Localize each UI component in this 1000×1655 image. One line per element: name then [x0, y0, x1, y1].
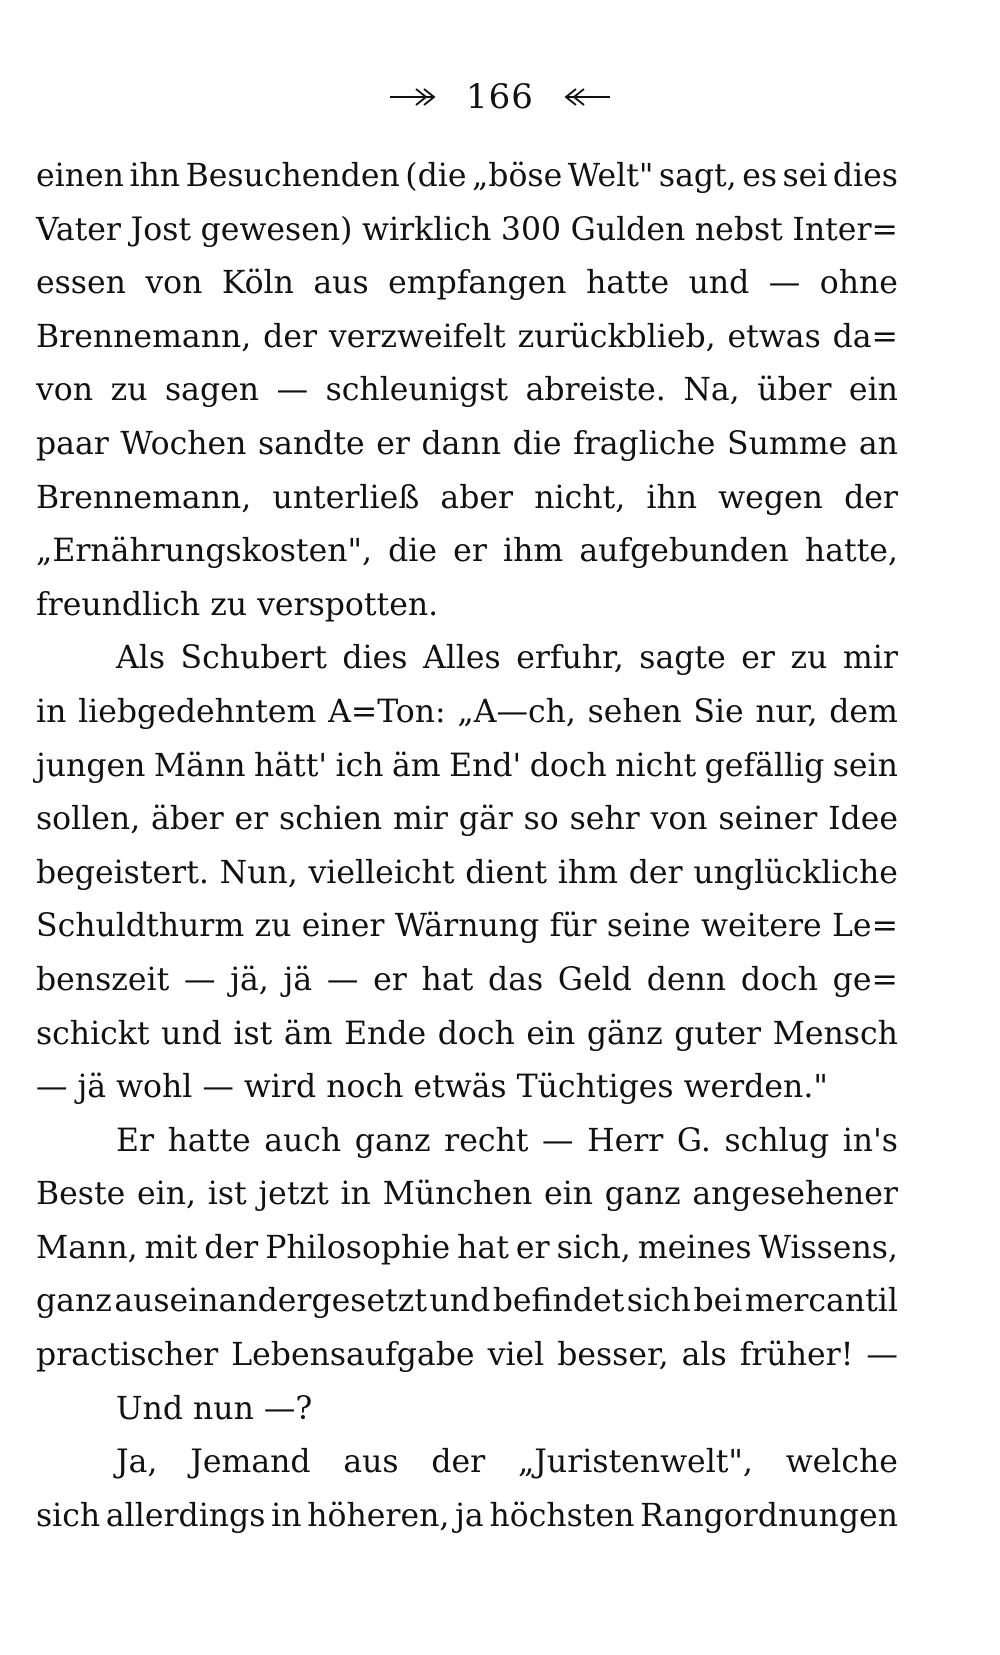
- word: ihn: [129, 158, 181, 194]
- word: Nun,: [219, 854, 298, 891]
- word: einen: [36, 158, 124, 194]
- word: etwäs: [413, 1069, 507, 1106]
- word: seine: [606, 908, 691, 945]
- word: Rangordnungen: [640, 1497, 898, 1534]
- word: Brennemann,: [36, 318, 252, 355]
- word: ein: [848, 372, 898, 409]
- word: Und: [116, 1390, 183, 1427]
- word: etwas: [727, 318, 821, 355]
- text-line: [36, 418, 898, 472]
- word: begeistert.: [36, 854, 209, 891]
- word: verzweifelt: [328, 318, 506, 355]
- word: abreiste.: [525, 372, 666, 409]
- body-text: [36, 150, 898, 1543]
- word: —: [276, 372, 309, 409]
- word: doch: [437, 1015, 515, 1052]
- word: da=: [832, 318, 898, 355]
- word: ganz: [36, 1283, 112, 1320]
- word: practischer: [36, 1337, 219, 1374]
- word: Schubert: [180, 640, 327, 677]
- word: Sie: [693, 693, 744, 730]
- word: „Juristenwelt",: [517, 1444, 753, 1481]
- word: sagen: [165, 372, 260, 409]
- left-ornament-icon: [386, 86, 442, 108]
- word: noch: [326, 1069, 404, 1106]
- word: Philosophie: [265, 1229, 451, 1266]
- word: doch: [529, 747, 607, 784]
- word: dem: [829, 693, 898, 730]
- word: nicht,: [534, 479, 626, 516]
- text-line: [36, 1275, 898, 1329]
- word: Lebensaufgabe: [231, 1337, 475, 1374]
- word: in: [271, 1497, 302, 1534]
- text-line: [36, 740, 898, 794]
- word: hat: [421, 961, 474, 998]
- word: sich: [36, 1497, 101, 1534]
- right-ornament-icon: [558, 86, 614, 108]
- word: Herr: [587, 1122, 664, 1159]
- word: viel: [487, 1337, 545, 1374]
- word: zu: [210, 586, 248, 623]
- text-line: [36, 1061, 898, 1115]
- word: ihm: [503, 533, 564, 570]
- word: der: [431, 1444, 486, 1481]
- word: unterließ: [272, 479, 420, 516]
- word: jä: [77, 1069, 107, 1106]
- word: er: [453, 533, 487, 570]
- word: mir: [392, 801, 448, 838]
- word: wird: [243, 1069, 317, 1106]
- word: an: [858, 425, 898, 462]
- word: unglückliche: [693, 854, 898, 891]
- word: „böse: [471, 158, 563, 194]
- word: „A—ch,: [457, 693, 576, 730]
- word: äber: [151, 801, 224, 838]
- word: ohne: [819, 265, 898, 302]
- word: Vater: [36, 211, 121, 248]
- word: 300: [500, 211, 562, 248]
- word: mir: [842, 640, 898, 677]
- text-line: [36, 1008, 898, 1062]
- word: ist: [233, 1015, 273, 1052]
- word: über: [757, 372, 832, 409]
- text-line: [36, 257, 898, 311]
- word: werden.": [683, 1069, 828, 1106]
- page-number: 166: [466, 77, 534, 117]
- word: bei: [693, 1283, 743, 1320]
- word: ein,: [137, 1176, 197, 1213]
- word: ein: [526, 1015, 576, 1052]
- word: das: [488, 961, 544, 998]
- word: jä,: [230, 961, 269, 998]
- word: Geld: [557, 961, 632, 998]
- word: gär: [458, 801, 513, 838]
- word: dient: [465, 854, 548, 891]
- word: wirklich: [362, 211, 492, 248]
- word: —: [36, 1069, 68, 1106]
- word: Besuchenden: [185, 158, 400, 194]
- word: welche: [785, 1444, 898, 1481]
- word: so: [523, 801, 559, 838]
- word: von: [145, 265, 203, 302]
- word: ganz: [354, 1122, 431, 1159]
- text-line: [36, 150, 898, 204]
- word: er: [515, 1229, 550, 1266]
- word: von: [36, 372, 94, 409]
- word: er: [376, 425, 410, 462]
- text-line: [36, 1490, 898, 1544]
- word: seiner: [718, 801, 818, 838]
- word: Jost: [130, 211, 192, 248]
- word: als: [681, 1337, 727, 1374]
- word: er: [373, 961, 407, 998]
- word: schickt: [36, 1015, 150, 1052]
- word: früher!: [739, 1337, 854, 1374]
- word: ja: [455, 1497, 484, 1534]
- word: Gulden: [570, 211, 686, 248]
- word: dies: [832, 158, 898, 194]
- word: von: [650, 801, 708, 838]
- text-line: [36, 686, 898, 740]
- word: Mann,: [36, 1229, 138, 1266]
- word: ein: [544, 1176, 594, 1213]
- text-line: [36, 1115, 898, 1169]
- text-line: [36, 579, 898, 633]
- word: Wissens,: [758, 1229, 898, 1266]
- word: hat: [457, 1229, 509, 1266]
- word: besser,: [557, 1337, 669, 1374]
- word: in's: [842, 1122, 898, 1159]
- word: ge=: [832, 961, 898, 998]
- text-line: [36, 525, 898, 579]
- text-line: [36, 1329, 898, 1383]
- word: freundlich: [36, 586, 201, 623]
- word: die: [388, 533, 438, 570]
- word: „Ernährungskosten",: [36, 533, 372, 570]
- word: äm: [283, 1015, 333, 1052]
- word: und: [429, 1283, 491, 1320]
- word: aus: [343, 1444, 399, 1481]
- word: Summe: [727, 425, 848, 462]
- word: allerdings: [105, 1497, 266, 1534]
- word: —: [542, 1122, 574, 1159]
- word: erfuhr,: [516, 640, 624, 677]
- word: ist: [207, 1176, 247, 1213]
- word: er: [234, 801, 269, 838]
- word: befindet: [492, 1283, 625, 1320]
- word: A=Ton:: [328, 693, 446, 730]
- word: nur,: [755, 693, 818, 730]
- word: Na,: [683, 372, 740, 409]
- word: sein: [832, 747, 898, 784]
- word: mercantil: [744, 1283, 898, 1320]
- word: schlug: [724, 1122, 830, 1159]
- word: jä: [283, 961, 313, 998]
- word: für: [549, 908, 597, 945]
- word: höheren,: [307, 1497, 450, 1534]
- word: Wochen: [120, 425, 247, 462]
- word: in: [340, 1176, 371, 1213]
- word: sehen: [587, 693, 682, 730]
- word: hatte: [586, 265, 670, 302]
- word: gänz: [586, 1015, 663, 1052]
- word: sei: [782, 158, 828, 194]
- word: wegen: [718, 479, 823, 516]
- word: paar: [36, 425, 109, 462]
- word: jetzt: [258, 1176, 329, 1213]
- word: zurückblieb,: [517, 318, 716, 355]
- word: er: [741, 640, 775, 677]
- word: ihn: [646, 479, 698, 516]
- word: fragliche: [573, 425, 716, 462]
- word: Schuldthurm: [36, 908, 245, 945]
- word: auseinandergesetzt: [114, 1283, 428, 1320]
- word: (die: [405, 158, 467, 194]
- word: schleunigst: [325, 372, 509, 409]
- word: G.: [676, 1122, 711, 1159]
- word: Ende: [344, 1015, 427, 1052]
- word: der: [844, 479, 898, 516]
- word: guter: [674, 1015, 762, 1052]
- word: angesehener: [692, 1176, 898, 1213]
- word: einer: [301, 908, 385, 945]
- word: —: [183, 961, 216, 998]
- text-line: [36, 900, 898, 954]
- word: sehr: [569, 801, 640, 838]
- word: mit: [144, 1229, 198, 1266]
- word: in: [36, 693, 67, 730]
- word: gewesen): [200, 211, 353, 248]
- word: und: [161, 1015, 222, 1052]
- word: empfangen: [388, 265, 567, 302]
- text-line: [36, 847, 898, 901]
- word: zu: [790, 640, 828, 677]
- word: Alles: [422, 640, 501, 677]
- word: Wärnung: [394, 908, 540, 945]
- word: hatte,: [804, 533, 898, 570]
- text-line: [36, 793, 898, 847]
- word: Beste: [36, 1176, 126, 1213]
- word: —: [326, 961, 359, 998]
- word: sagt,: [658, 158, 737, 194]
- word: —?: [263, 1390, 313, 1427]
- word: der: [204, 1229, 259, 1266]
- word: Brennemann,: [36, 479, 252, 516]
- page-header: [0, 72, 1000, 122]
- word: nicht: [615, 747, 697, 784]
- word: die: [512, 425, 562, 462]
- text-line: [36, 632, 898, 686]
- word: München: [382, 1176, 533, 1213]
- word: Mensch: [772, 1015, 898, 1052]
- word: sollen,: [36, 801, 141, 838]
- word: dann: [421, 425, 502, 462]
- word: Jemand: [190, 1444, 311, 1481]
- word: essen: [36, 265, 126, 302]
- word: ganz: [604, 1176, 681, 1213]
- text-line: [36, 364, 898, 418]
- word: Männ: [153, 747, 246, 784]
- word: hatte: [167, 1122, 251, 1159]
- word: verspotten.: [257, 586, 439, 623]
- word: höchsten: [489, 1497, 635, 1534]
- word: dies: [342, 640, 408, 677]
- word: nun: [193, 1390, 254, 1427]
- word: ich: [335, 747, 384, 784]
- word: und: [688, 265, 750, 302]
- word: Inter=: [792, 211, 898, 248]
- text-line: [36, 1168, 898, 1222]
- word: —: [768, 265, 801, 302]
- word: gefällig: [704, 747, 825, 784]
- word: Er: [116, 1122, 155, 1159]
- word: nebst: [694, 211, 783, 248]
- word: äm: [391, 747, 441, 784]
- word: meines: [637, 1229, 752, 1266]
- word: benszeit: [36, 961, 170, 998]
- word: zu: [110, 372, 148, 409]
- word: wohl: [116, 1069, 193, 1106]
- word: zu: [254, 908, 292, 945]
- word: es: [742, 158, 777, 194]
- word: Le=: [832, 908, 898, 945]
- word: jungen: [36, 747, 146, 784]
- word: liebgedehntem: [78, 693, 317, 730]
- word: vielleicht: [308, 854, 455, 891]
- word: weitere: [701, 908, 822, 945]
- text-line: [36, 954, 898, 1008]
- word: schien: [279, 801, 383, 838]
- word: hätt': [253, 747, 328, 784]
- word: sagte: [639, 640, 726, 677]
- text-line: [36, 472, 898, 526]
- word: Als: [116, 640, 165, 677]
- word: der: [263, 318, 318, 355]
- word: recht: [444, 1122, 529, 1159]
- word: sich,: [556, 1229, 631, 1266]
- text-line: [36, 1383, 898, 1437]
- text-line: [36, 204, 898, 258]
- text-line: [36, 311, 898, 365]
- word: Tüchtiges: [516, 1069, 674, 1106]
- word: End': [449, 747, 522, 784]
- word: doch: [740, 961, 818, 998]
- word: denn: [646, 961, 727, 998]
- word: aus: [313, 265, 369, 302]
- word: aufgebunden: [579, 533, 789, 570]
- word: der: [628, 854, 683, 891]
- word: sich: [626, 1283, 691, 1320]
- word: —: [202, 1069, 234, 1106]
- word: ihm: [557, 854, 619, 891]
- word: sandte: [257, 425, 365, 462]
- text-line: [36, 1222, 898, 1276]
- word: Ja,: [116, 1444, 158, 1481]
- word: Köln: [221, 265, 294, 302]
- word: auch: [264, 1122, 342, 1159]
- word: aber: [440, 479, 514, 516]
- word: Welt": [567, 158, 654, 194]
- word: Idee: [828, 801, 898, 838]
- word: —: [866, 1337, 898, 1374]
- text-line: [36, 1436, 898, 1490]
